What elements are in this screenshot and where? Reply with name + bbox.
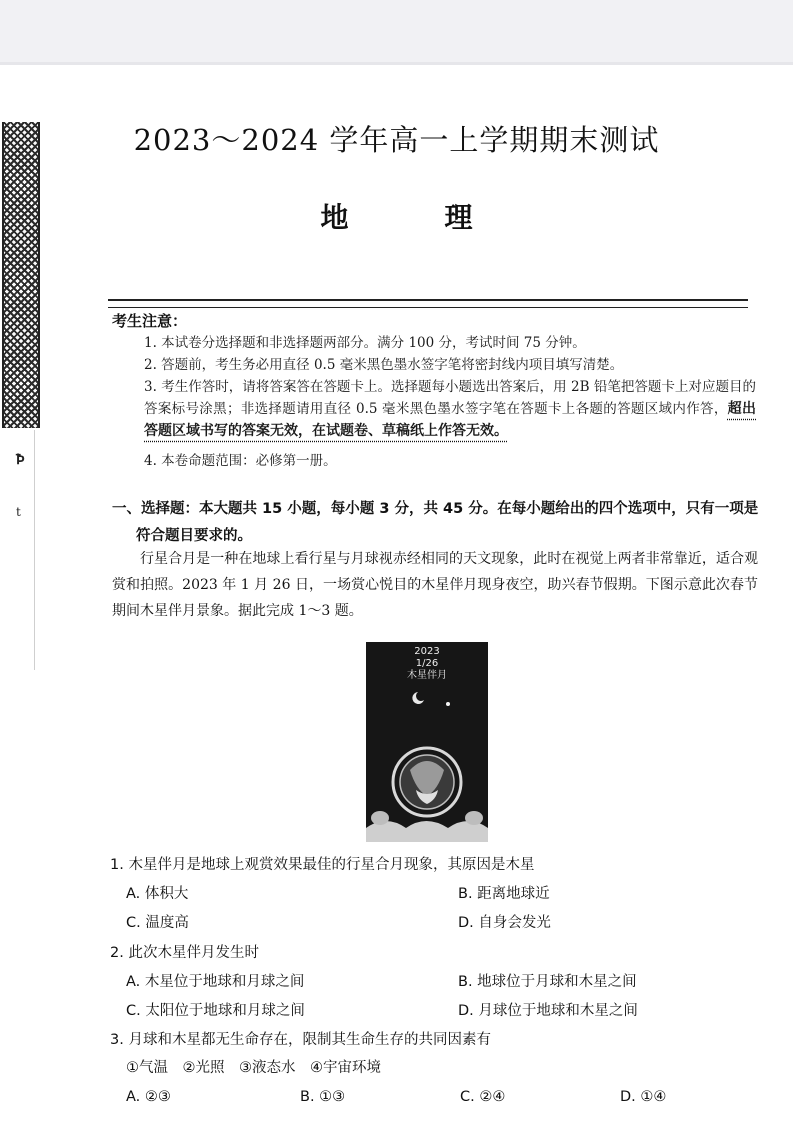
- figure-date: 1/26: [415, 658, 439, 669]
- section-heading-cont: 符合题目要求的。: [136, 528, 252, 544]
- rabbit-right-icon: [465, 811, 483, 825]
- question-1-option-c: C. 温度高: [126, 915, 189, 931]
- scan-top-margin: [0, 0, 793, 62]
- question-1-option-a: A. 体积大: [126, 886, 189, 902]
- section-heading-text: 一、选择题：本大题共 15 小题，每小题 3 分，共 45 分。在每小题给出的四个选项中，只有一项是: [112, 501, 759, 517]
- binding-line: [34, 430, 35, 670]
- question-3-stem: 3. 月球和木星都无生命存在，限制其生命生存的共同因素有: [110, 1032, 491, 1048]
- figure-year: 2023: [414, 646, 440, 657]
- exam-title: 2023～2024 学年高一上学期期末测试: [133, 123, 660, 157]
- exam-subject: 地 理: [320, 201, 507, 234]
- binding-mark: Ꝥ: [16, 452, 25, 468]
- notice-item: [144, 376, 756, 442]
- question-1-option-b: B. 距离地球近: [458, 886, 550, 902]
- rabbit-left-icon: [371, 811, 389, 825]
- reading-passage: 行星合月是一种在地球上看行星与月球视赤经相同的天文现象，此时在视觉上两者非常靠近，适合观赏和拍照。2023 年 1 月 26 日，一场赏心悦目的木星伴月现身夜空，助兴春节假期。下图示意此次春节期间木星伴月景象。据此完成 1～3 题。: [112, 551, 758, 619]
- figure-caption: 木星伴月: [407, 670, 447, 681]
- notice-item-text: 3. 考生作答时，请将答案答在答题卡上。选择题每小题选出答案后，用 2B 铅笔把答题卡上对应题目的答案标号涂黑；非选择题请用直径 0.5 毫米黑色墨水签字笔在答题卡上各题的答题区域内作答，: [144, 379, 756, 417]
- question-2-option-a: A. 木星位于地球和月球之间: [126, 974, 305, 990]
- header-divider: [108, 299, 748, 308]
- question-1-stem: 1. 木星伴月是地球上观赏效果最佳的行星合月现象，其原因是木星: [110, 857, 535, 873]
- binding-mark: t: [16, 505, 21, 519]
- notice-item: 4. 本卷命题范围：必修第一册。: [144, 453, 337, 469]
- scan-top-edge: [0, 62, 793, 65]
- notice-item: 2. 答题前，考生务必用直径 0.5 毫米黑色墨水签字笔将密封线内项目填写清楚。: [144, 357, 624, 373]
- section-heading: [112, 496, 760, 550]
- notice-warning: 超出答题区域书写的答案无效，在试题卷、草稿纸上作答无效。: [144, 401, 756, 439]
- question-3-option-b: B. ①③: [300, 1089, 346, 1105]
- question-3-option-a: A. ②③: [126, 1089, 171, 1105]
- question-2-option-d: D. 月球位于地球和木星之间: [458, 1003, 638, 1019]
- crescent-moon-icon: [412, 692, 424, 704]
- question-2-option-b: B. 地球位于月球和木星之间: [458, 974, 637, 990]
- notice-item: 1. 本试卷分选择题和非选择题两部分。满分 100 分，考试时间 75 分钟。: [144, 335, 586, 351]
- question-3-option-d: D. ①④: [620, 1089, 667, 1105]
- question-2-stem: 2. 此次木星伴月发生时: [110, 945, 259, 961]
- question-3-option-c: C. ②④: [460, 1089, 506, 1105]
- question-1-option-d: D. 自身会发光: [458, 915, 551, 931]
- cloud-border: [366, 821, 488, 842]
- question-3-factors: ①气温 ②光照 ③液态水 ④宇宙环境: [126, 1060, 381, 1076]
- question-2-option-c: C. 太阳位于地球和月球之间: [126, 1003, 305, 1019]
- jupiter-dot-icon: [446, 702, 450, 706]
- binding-pattern: [2, 122, 40, 428]
- notice-heading: 考生注意：: [112, 312, 188, 330]
- jupiter-moon-figure: [366, 642, 488, 842]
- night-sky-illustration: [366, 642, 488, 842]
